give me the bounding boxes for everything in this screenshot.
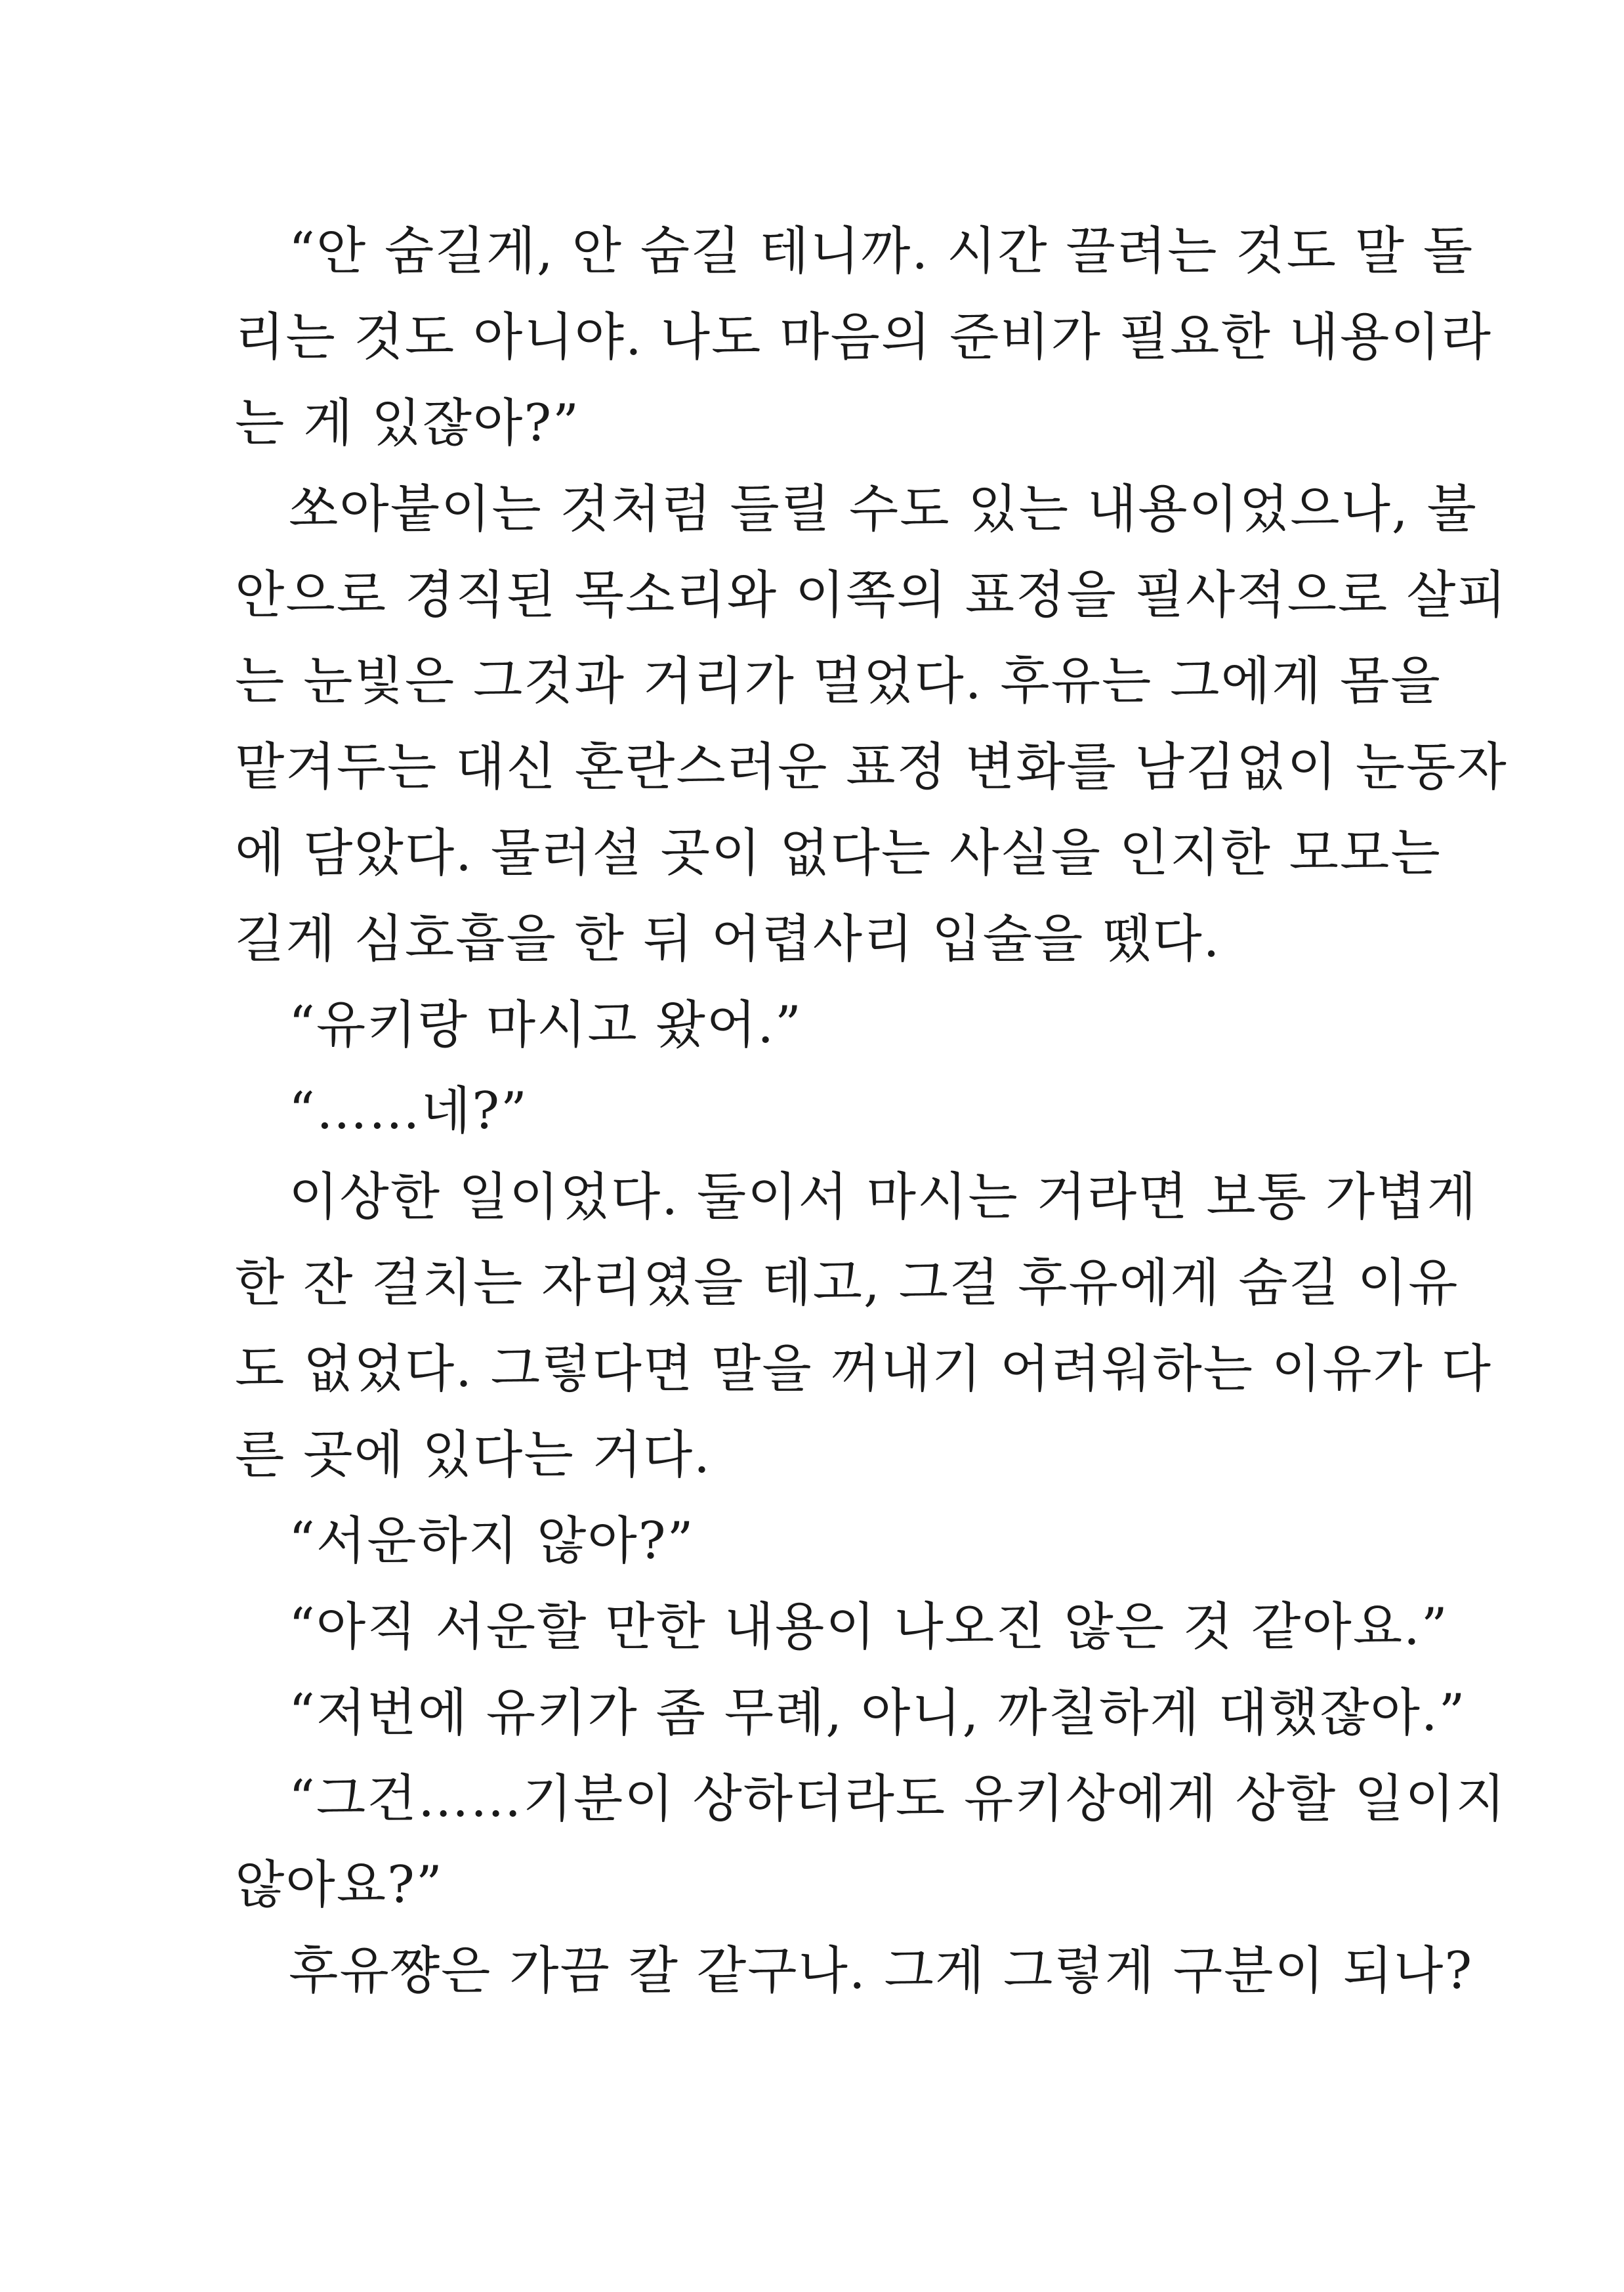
text-line: “아직 서운할 만한 내용이 나오진 않은 것 같아요.” xyxy=(289,1598,1449,1657)
text-line: “……네?” xyxy=(289,1082,528,1141)
text-line: 안으로 경직된 목소리와 이쪽의 표정을 필사적으로 살피 xyxy=(235,566,1508,625)
text-line: 않아요?” xyxy=(235,1856,444,1915)
body-text xyxy=(235,209,1508,2014)
text-line: 리는 것도 아니야. 나도 마음의 준비가 필요한 내용이라 xyxy=(235,308,1493,367)
text-line: 는 게 있잖아?” xyxy=(235,394,581,453)
text-line: “서운하지 않아?” xyxy=(289,1512,695,1571)
text-line: 쏘아붙이는 것처럼 들릴 수도 있는 내용이었으나, 불 xyxy=(289,480,1478,539)
text-line: 에 담았다. 물러설 곳이 없다는 사실을 인지한 모모는 xyxy=(235,824,1442,883)
text-line: 도 없었다. 그렇다면 말을 꺼내기 어려워하는 이유가 다 xyxy=(235,1340,1493,1399)
text-line: 이상한 일이었다. 둘이서 마시는 거라면 보통 가볍게 xyxy=(289,1168,1478,1227)
text-line: 는 눈빛은 그것과 거리가 멀었다. 후유는 그에게 몸을 xyxy=(235,652,1442,711)
text-line: 맡겨두는 대신 혼란스러운 표정 변화를 남김없이 눈동자 xyxy=(235,738,1508,797)
text-line: “저번에 유키가 좀 무례, 아니, 까칠하게 대했잖아.” xyxy=(289,1684,1467,1743)
text-line: “유키랑 마시고 왔어.” xyxy=(289,996,802,1055)
text-line: 한 잔 걸치는 자리였을 테고, 그걸 후유에게 숨길 이유 xyxy=(235,1254,1459,1313)
text-line: “안 숨길게, 안 숨길 테니까. 시간 끌려는 것도 말 돌 xyxy=(289,222,1474,281)
text-line: 른 곳에 있다는 거다. xyxy=(235,1426,711,1485)
text-line: “그건……기분이 상하더라도 유키상에게 상할 일이지 xyxy=(289,1770,1507,1829)
text-line: 길게 심호흡을 한 뒤 어렵사리 입술을 뗐다. xyxy=(235,910,1221,969)
text-line: 후유쨩은 가끔 칼 같구나. 그게 그렇게 구분이 되나? xyxy=(289,1942,1474,2001)
